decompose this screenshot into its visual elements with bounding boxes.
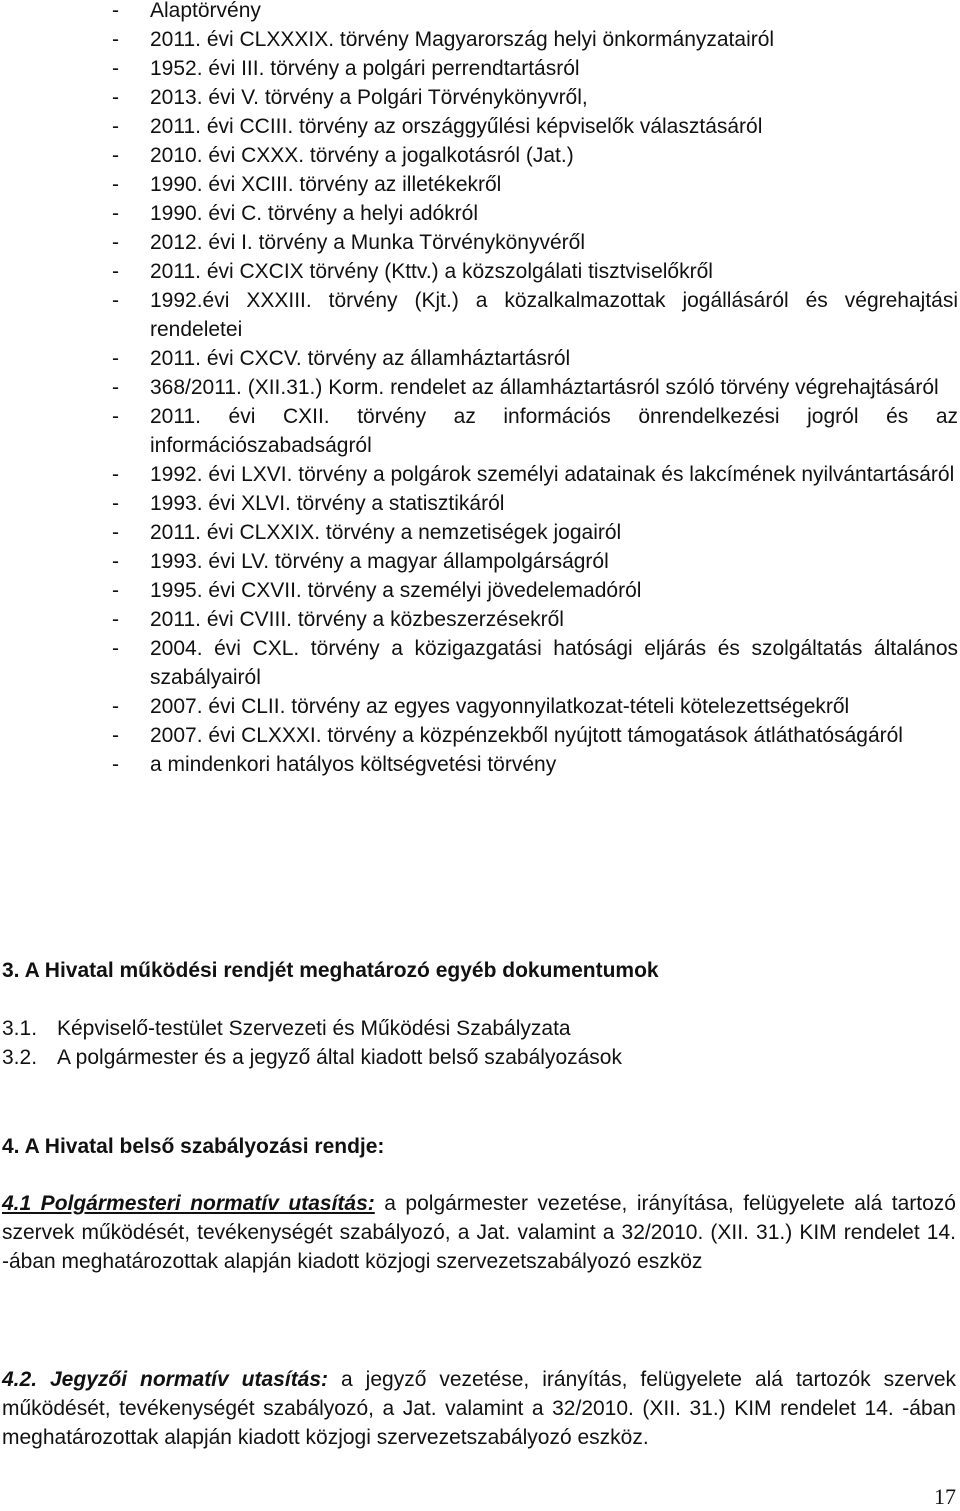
law-text: Alaptörvény bbox=[150, 0, 261, 22]
section-4-2-text: a jegyző vezetése, irányítás, felügyelete alá tartozók szervek működését, tevékenységét szabályozó, a Jat. valamint a 32/2010. (XII. 31.) KIM rendelet 14. -ában meghatározottak alapján kiadott közjogi szervezetszabályozó eszköz. bbox=[2, 1368, 956, 1449]
law-text: 368/2011. (XII.31.) Korm. rendelet az államháztartásról szóló törvény végrehajtásáról bbox=[150, 376, 939, 399]
law-list-item bbox=[112, 576, 958, 605]
list-dash: - bbox=[112, 115, 119, 138]
law-list-item bbox=[112, 402, 958, 460]
list-dash: - bbox=[112, 550, 119, 573]
law-text: 1990. évi XCIII. törvény az illetékekről bbox=[150, 173, 502, 196]
list-dash: - bbox=[112, 347, 119, 370]
law-list-item bbox=[112, 750, 958, 779]
law-list-item bbox=[112, 460, 958, 489]
law-text: 1990. évi C. törvény a helyi adókról bbox=[150, 202, 479, 225]
law-list-item bbox=[112, 54, 958, 83]
section-3-1 bbox=[2, 1014, 571, 1043]
law-list-item bbox=[112, 518, 958, 547]
law-text: 2011. évi CXCV. törvény az államháztartásról bbox=[150, 347, 571, 370]
law-list-item bbox=[112, 373, 958, 402]
section-3-1-text: Képviselő-testület Szervezeti és Működési Szabályzata bbox=[57, 1017, 571, 1040]
law-list-item bbox=[112, 83, 958, 112]
section-4-1-text: a polgármester vezetése, irányítása, felügyelete alá tartozó szervek működését, tevékenységét szabályozó, a Jat. valamint a 32/2010. (XII. 31.) KIM rendelet 14. -ában meghatározottak alapján kiadott közjogi szervezetszabályozó eszköz bbox=[2, 1192, 956, 1273]
law-text: 2007. évi CLII. törvény az egyes vagyonnyilatkozat-tételi kötelezettségekről bbox=[150, 695, 850, 718]
law-text: 2011. évi CXCIX törvény (Kttv.) a közszolgálati tisztviselőkről bbox=[150, 260, 713, 283]
list-dash: - bbox=[112, 608, 119, 631]
law-list-item bbox=[112, 721, 958, 750]
list-dash: - bbox=[112, 753, 119, 776]
list-dash: - bbox=[112, 57, 119, 80]
law-text: 1993. évi LV. törvény a magyar állampolgárságról bbox=[150, 550, 609, 573]
law-text: 2004. évi CXL. törvény a közigazgatási hatósági eljárás és szolgáltatás általános szabályairól bbox=[150, 637, 958, 689]
law-text: 2011. évi CXII. törvény az információs önrendelkezési jogról és az információszabadságról bbox=[150, 405, 958, 457]
section-4-1-label: 4.1 Polgármesteri normatív utasítás: bbox=[2, 1192, 375, 1215]
law-text: 2012. évi I. törvény a Munka Törvénykönyvéről bbox=[150, 231, 586, 254]
list-dash: - bbox=[112, 492, 119, 515]
law-text: 1992.évi XXXIII. törvény (Kjt.) a közalkalmazottak jogállásáról és végrehajtási rendeletei bbox=[150, 289, 958, 341]
law-list-item bbox=[112, 286, 958, 344]
law-list-item bbox=[112, 112, 958, 141]
section-4-2-label: 4.2. Jegyzői normatív utasítás: bbox=[2, 1368, 329, 1391]
list-dash: - bbox=[112, 260, 119, 283]
law-text: 2013. évi V. törvény a Polgári Törvénykönyvről, bbox=[150, 86, 588, 109]
section-3-1-number: 3.1. bbox=[2, 1017, 38, 1040]
list-dash: - bbox=[112, 405, 119, 428]
law-list-item bbox=[112, 228, 958, 257]
law-list-item bbox=[112, 199, 958, 228]
law-list bbox=[112, 0, 958, 779]
list-dash: - bbox=[112, 724, 119, 747]
section-3-heading: 3. A Hivatal működési rendjét meghatározó egyéb dokumentumok bbox=[2, 959, 659, 982]
list-dash: - bbox=[112, 86, 119, 109]
law-list-item bbox=[112, 692, 958, 721]
law-text: 2010. évi CXXX. törvény a jogalkotásról (Jat.) bbox=[150, 144, 574, 167]
law-list-item bbox=[112, 141, 958, 170]
law-text: 2011. évi CLXXXIX. törvény Magyarország helyi önkormányzatairól bbox=[150, 28, 775, 51]
law-text: a mindenkori hatályos költségvetési törvény bbox=[150, 753, 557, 776]
list-dash: - bbox=[112, 202, 119, 225]
law-text: 2011. évi CCIII. törvény az országgyűlési képviselők választásáról bbox=[150, 115, 763, 138]
section-4-1-paragraph bbox=[2, 1189, 956, 1276]
list-dash: - bbox=[112, 289, 119, 312]
law-list-item bbox=[112, 489, 958, 518]
law-list-item bbox=[112, 605, 958, 634]
law-text: 2011. évi CVIII. törvény a közbeszerzésekről bbox=[150, 608, 564, 631]
section-4-2-paragraph bbox=[2, 1365, 956, 1452]
list-dash: - bbox=[112, 231, 119, 254]
list-dash: - bbox=[112, 579, 119, 602]
law-text: 1993. évi XLVI. törvény a statisztikáról bbox=[150, 492, 505, 515]
list-dash: - bbox=[112, 173, 119, 196]
section-4-heading: 4. A Hivatal belső szabályozási rendje: bbox=[2, 1135, 385, 1158]
law-text: 2011. évi CLXXIX. törvény a nemzetiségek jogairól bbox=[150, 521, 622, 544]
list-dash: - bbox=[112, 695, 119, 718]
law-list-item bbox=[112, 170, 958, 199]
law-text: 1995. évi CXVII. törvény a személyi jövedelemadóról bbox=[150, 579, 642, 602]
list-dash: - bbox=[112, 463, 119, 486]
list-dash: - bbox=[112, 637, 119, 660]
law-list-item bbox=[112, 634, 958, 692]
law-list-item bbox=[112, 0, 958, 25]
law-list-item bbox=[112, 547, 958, 576]
law-list-item bbox=[112, 25, 958, 54]
list-dash: - bbox=[112, 28, 119, 51]
law-text: 1992. évi LXVI. törvény a polgárok személyi adatainak és lakcímének nyilvántartásáról bbox=[150, 463, 955, 486]
section-3-2-number: 3.2. bbox=[2, 1046, 38, 1069]
list-dash: - bbox=[112, 0, 119, 22]
page-number: 17 bbox=[934, 1484, 956, 1509]
section-3-2-text: A polgármester és a jegyző által kiadott belső szabályozások bbox=[57, 1046, 622, 1069]
law-text: 2007. évi CLXXXI. törvény a közpénzekből nyújtott támogatások átláthatóságáról bbox=[150, 724, 903, 747]
list-dash: - bbox=[112, 521, 119, 544]
law-text: 1952. évi III. törvény a polgári perrendtartásról bbox=[150, 57, 580, 80]
list-dash: - bbox=[112, 376, 119, 399]
section-3-2 bbox=[2, 1043, 622, 1072]
law-list-item bbox=[112, 344, 958, 373]
law-list-item bbox=[112, 257, 958, 286]
list-dash: - bbox=[112, 144, 119, 167]
